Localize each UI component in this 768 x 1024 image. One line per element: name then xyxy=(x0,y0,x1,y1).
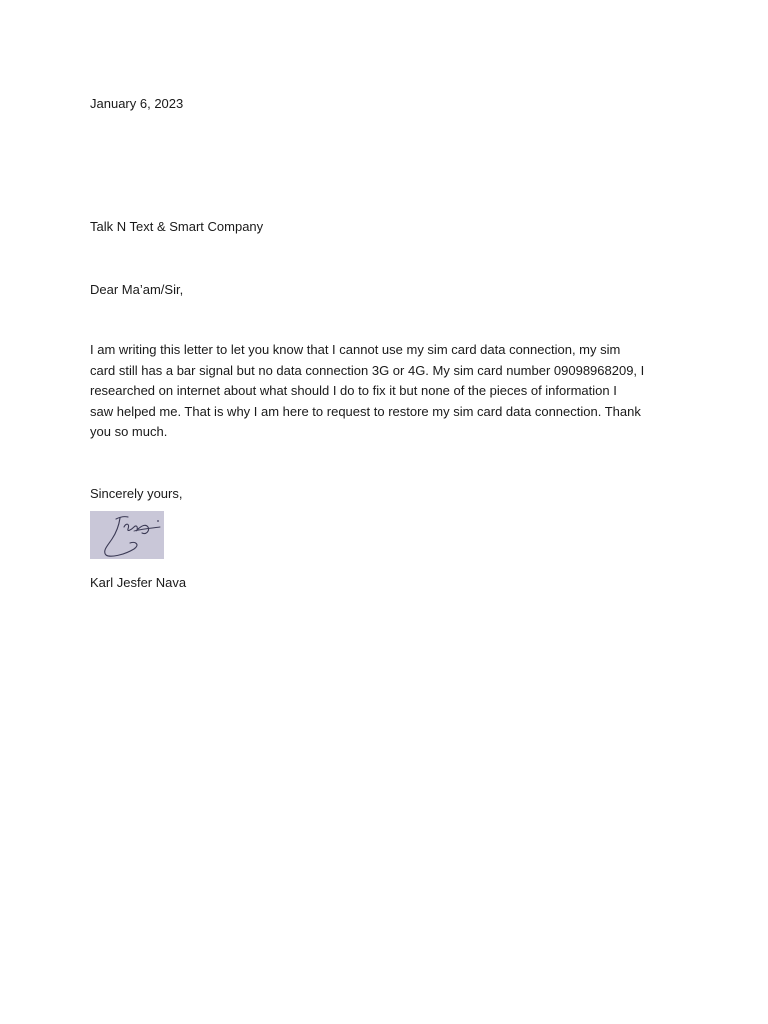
closing: Sincerely yours, xyxy=(90,486,183,501)
body-line: you so much. xyxy=(90,424,168,439)
body-line: researched on internet about what should I do to fix it but none of the pieces of information I xyxy=(90,383,617,398)
letter-date: January 6, 2023 xyxy=(90,96,184,111)
salutation: Dear Ma’am/Sir, xyxy=(90,282,184,297)
recipient-name: Talk N Text & Smart Company xyxy=(90,219,264,234)
body-line: card still has a bar signal but no data connection 3G or 4G. My sim card number 09098968209, I xyxy=(90,362,645,378)
letter-body xyxy=(90,340,690,443)
signature-scribble xyxy=(90,511,164,559)
signer-name: Karl Jesfer Nava xyxy=(90,575,187,590)
signature-image xyxy=(90,511,164,559)
body-line: I am writing this letter to let you know that I cannot use my sim card data connection, my sim xyxy=(90,342,621,357)
body-line: saw helped me. That is why I am here to request to restore my sim card data connection. Thank xyxy=(90,403,641,419)
